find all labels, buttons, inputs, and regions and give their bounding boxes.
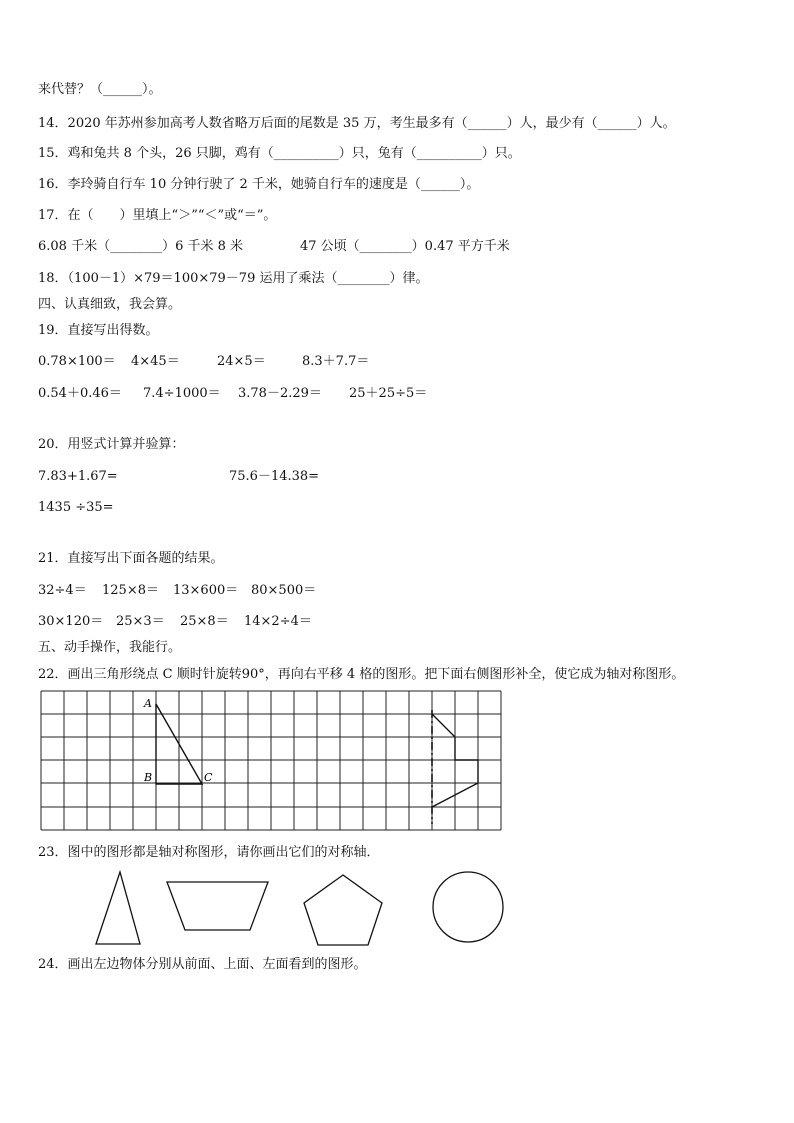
q19-r1-c3: 24×5＝ <box>217 354 266 369</box>
section-5-heading: 五、动手操作，我能行。 <box>38 640 182 655</box>
label-b: B <box>144 771 153 784</box>
question-21: 21．直接写出下面各题的结果。 <box>38 551 224 566</box>
section-4-heading: 四、认真细致，我会算。 <box>38 297 182 312</box>
question-15: 15．鸡和兔共 8 个头，26 只脚，鸡有（__________）只，兔有（__________）只。 <box>38 146 521 161</box>
q21-r2-c2: 25×3＝ <box>116 614 165 629</box>
label-c: C <box>204 771 213 784</box>
q21-r1-c2: 125×8＝ <box>102 583 159 598</box>
trapezoid-shape <box>167 882 268 930</box>
question-23: 23．图中的图形都是轴对称图形，请你画出它们的对称轴． <box>38 845 380 860</box>
q17-item-b: 47 公顷（________）0.47 平方千米 <box>300 239 510 254</box>
q21-r2-c4: 14×2÷4＝ <box>244 614 312 629</box>
q19-r1-c4: 8.3＋7.7＝ <box>302 354 370 369</box>
question-16: 16．李玲骑自行车 10 分钟行驶了 2 千米，她骑自行车的速度是（______）。 <box>38 177 480 192</box>
q19-r2-c4: 25＋25÷5＝ <box>349 386 428 401</box>
q13-tail: 来代替？（______）。 <box>38 82 162 97</box>
question-19: 19．直接写出得数。 <box>38 323 159 338</box>
q19-r1-c1: 0.78×100＝ <box>38 354 116 369</box>
circle-shape <box>433 872 503 942</box>
q21-r1-c4: 80×500＝ <box>251 583 317 598</box>
q17-item-a: 6.08 千米（________）6 千米 8 米 <box>38 239 244 254</box>
q19-r1-c2: 4×45＝ <box>131 354 180 369</box>
q19-r2-c2: 7.4÷1000＝ <box>143 386 221 401</box>
symmetric-shapes <box>90 868 520 950</box>
q20-b: 75.6－14.38= <box>229 469 320 484</box>
q20-a: 7.83+1.67= <box>38 469 118 484</box>
q21-r1-c1: 32÷4＝ <box>38 583 87 598</box>
q21-r2-c3: 25×8＝ <box>180 614 229 629</box>
label-a: A <box>144 697 152 710</box>
q19-r2-c3: 3.78－2.29＝ <box>238 386 322 401</box>
rotation-grid <box>40 690 502 832</box>
question-20: 20．用竖式计算并验算： <box>38 437 185 452</box>
question-24: 24．画出左边物体分别从前面、上面、左面看到的图形。 <box>38 957 367 972</box>
q21-r2-c1: 30×120＝ <box>38 614 104 629</box>
question-22: 22．画出三角形绕点 C 顺时针旋转90°，再向右平移 4 格的图形。把下面右侧图形补全，使它成为轴对称图形。 <box>38 667 685 682</box>
pentagon-shape <box>304 875 382 945</box>
question-18: 18．（100－1）×79＝100×79－79 运用了乘法（________）律。 <box>38 271 429 286</box>
q21-r1-c3: 13×600＝ <box>173 583 239 598</box>
q19-r2-c1: 0.54＋0.46＝ <box>38 386 122 401</box>
question-17: 17．在（ ）里填上“＞”“＜”或“＝”。 <box>38 208 277 223</box>
q20-c: 1435 ÷35= <box>38 500 114 515</box>
question-14: 14．2020 年苏州参加高考人数省略万后面的尾数是 35 万，考生最多有（______）人，最少有（______）人。 <box>38 116 676 131</box>
isosceles-triangle-shape <box>96 872 140 944</box>
